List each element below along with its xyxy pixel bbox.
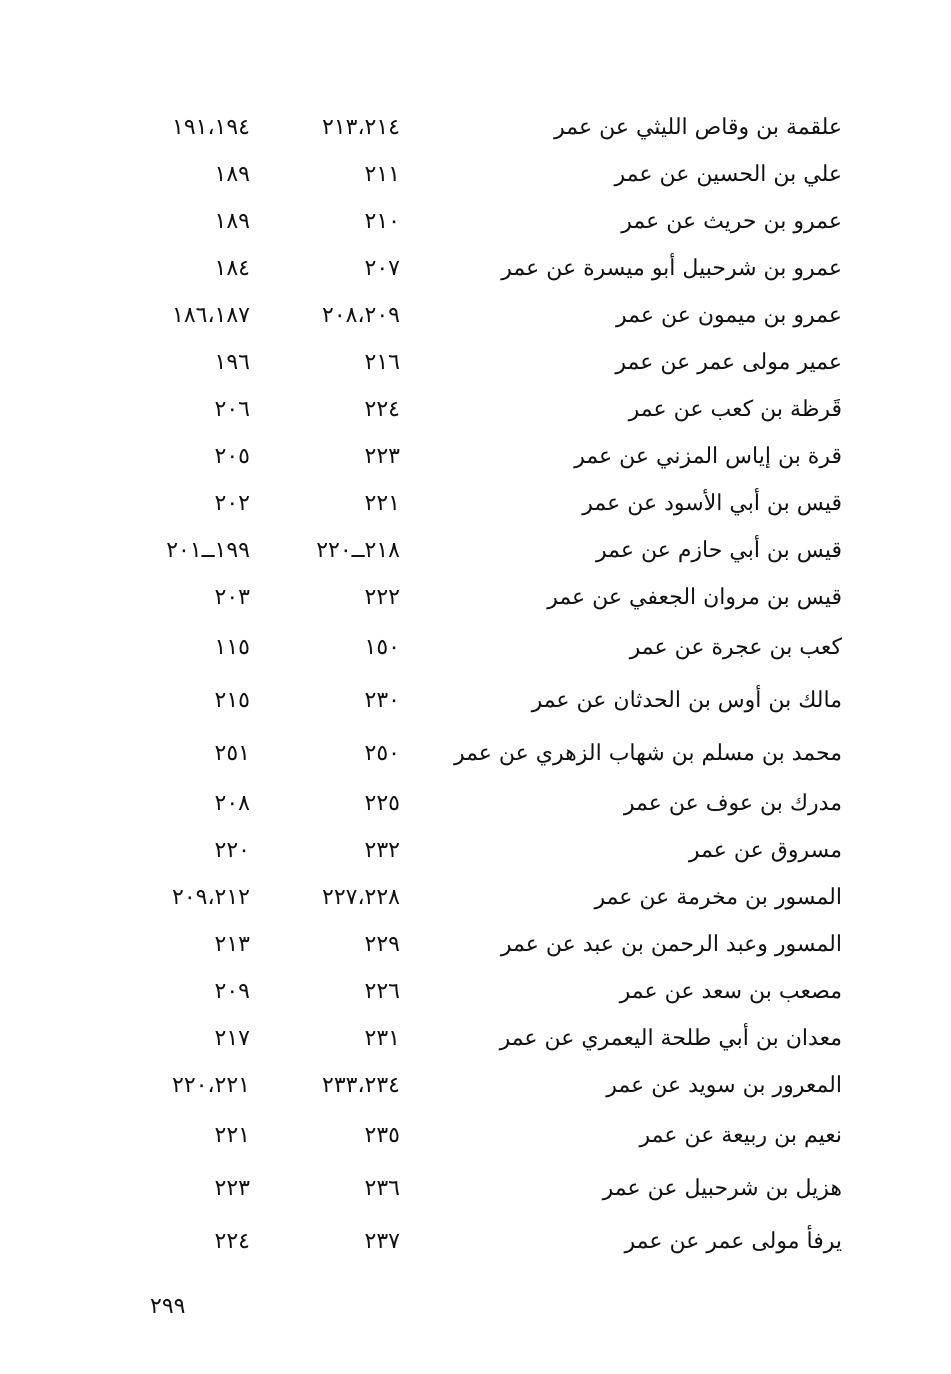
reference-number-b: ٢١٧ — [214, 1026, 250, 1051]
reference-number-b: ٢٠٢ — [214, 491, 250, 516]
reference-number-a: ٢٢٣ — [364, 444, 400, 469]
narrator-name: قَرظة بن كعب عن عمر — [628, 397, 842, 422]
narrator-name: مصعب بن سعد عن عمر — [619, 979, 842, 1004]
narrator-name: كعب بن عجرة عن عمر — [629, 635, 842, 660]
narrator-name: قيس بن أبي حازم عن عمر — [595, 538, 842, 563]
narrator-name: المسور بن مخرمة عن عمر — [594, 885, 842, 910]
reference-number-a: ٢١٠ — [364, 209, 400, 234]
narrator-name: قرة بن إياس المزني عن عمر — [574, 444, 842, 469]
reference-number-b: ١٩١،١٩٤ — [172, 115, 250, 140]
reference-number-a: ٢٣٠ — [364, 688, 400, 713]
narrator-name: نعيم بن ربيعة عن عمر — [639, 1123, 842, 1148]
reference-number-b: ١١٥ — [214, 635, 250, 660]
reference-number-b: ١٨٦،١٨٧ — [172, 303, 250, 328]
table-row — [130, 727, 842, 780]
reference-number-a: ٢٣٥ — [364, 1123, 400, 1148]
table-row — [130, 874, 842, 921]
narrator-name: هزيل بن شرحبيل عن عمر — [602, 1176, 842, 1201]
reference-number-a: ٢٢٢ — [364, 585, 400, 610]
table-row — [130, 104, 842, 151]
table-row — [130, 527, 842, 574]
narrator-name: عمرو بن حريث عن عمر — [621, 209, 842, 234]
narrator-name: مالك بن أوس بن الحدثان عن عمر — [531, 688, 842, 713]
reference-number-b: ٢٠٩ — [214, 979, 250, 1004]
reference-number-a: ٢٢٤ — [364, 397, 400, 422]
page-number: ٢٩٩ — [150, 1294, 186, 1319]
reference-number-b: ٢٠٩،٢١٢ — [172, 885, 250, 910]
table-row — [130, 921, 842, 968]
table-row — [130, 1015, 842, 1062]
table-row — [130, 827, 842, 874]
table-row — [130, 1162, 842, 1215]
table-row — [130, 198, 842, 245]
narrator-name: عمرو بن شرحبيل أبو ميسرة عن عمر — [501, 256, 842, 281]
table-row — [130, 780, 842, 827]
reference-number-a: ٢٠٧ — [364, 256, 400, 281]
reference-number-a: ٢٢٩ — [364, 932, 400, 957]
narrator-name: المعرور بن سويد عن عمر — [606, 1073, 842, 1098]
reference-number-b: ٢٠٨ — [214, 791, 250, 816]
reference-number-a: ١٥٠ — [364, 635, 400, 660]
reference-number-a: ٢١٨ــ٢٢٠ — [316, 538, 400, 563]
reference-number-b: ٢٢١ — [214, 1123, 250, 1148]
reference-number-a: ٢٢٦ — [364, 979, 400, 1004]
narrator-name: عمير مولى عمر عن عمر — [615, 350, 842, 375]
reference-number-b: ٢٢٣ — [214, 1176, 250, 1201]
reference-number-a: ٢٢٧،٢٢٨ — [322, 885, 400, 910]
narrator-name: مسروق عن عمر — [688, 838, 842, 863]
reference-number-b: ٢٢٠،٢٢١ — [172, 1073, 250, 1098]
reference-number-a: ٢٢٥ — [364, 791, 400, 816]
table-row — [130, 574, 842, 621]
narrator-name: مدرك بن عوف عن عمر — [623, 791, 842, 816]
reference-number-a: ٢٣٦ — [364, 1176, 400, 1201]
table-row — [130, 151, 842, 198]
reference-number-b: ٢٢٤ — [214, 1229, 250, 1254]
reference-number-b: ١٨٩ — [214, 162, 250, 187]
narrator-name: يرفأ مولى عمر عن عمر — [624, 1229, 842, 1254]
narrator-name: علقمة بن وقاص الليثي عن عمر — [554, 115, 842, 140]
reference-number-a: ٢٢١ — [364, 491, 400, 516]
table-row — [130, 674, 842, 727]
reference-number-b: ٢١٣ — [214, 932, 250, 957]
table-row — [130, 339, 842, 386]
table-row — [130, 621, 842, 674]
reference-number-a: ٢١٣،٢١٤ — [322, 115, 400, 140]
table-row — [130, 968, 842, 1015]
narrator-name: معدان بن أبي طلحة اليعمري عن عمر — [499, 1026, 842, 1051]
narrator-name: قيس بن مروان الجعفي عن عمر — [547, 585, 842, 610]
reference-number-b: ٢٥١ — [214, 741, 250, 766]
reference-number-b: ٢٠٦ — [214, 397, 250, 422]
reference-number-b: ١٩٩ــ٢٠١ — [166, 538, 250, 563]
reference-number-b: ١٨٤ — [214, 256, 250, 281]
table-row — [130, 245, 842, 292]
table-row — [130, 433, 842, 480]
reference-number-b: ٢٢٠ — [214, 838, 250, 863]
reference-number-a: ٢٠٨،٢٠٩ — [322, 303, 400, 328]
table-row — [130, 292, 842, 339]
reference-number-a: ٢٥٠ — [364, 741, 400, 766]
reference-number-a: ٢٣٣،٢٣٤ — [322, 1073, 400, 1098]
narrator-name: محمد بن مسلم بن شهاب الزهري عن عمر — [453, 741, 842, 766]
reference-number-a: ٢٣٢ — [364, 838, 400, 863]
narrator-name: عمرو بن ميمون عن عمر — [616, 303, 842, 328]
reference-number-b: ١٨٩ — [214, 209, 250, 234]
reference-number-a: ٢٣٧ — [364, 1229, 400, 1254]
reference-number-b: ٢٠٣ — [214, 585, 250, 610]
reference-number-a: ٢٣١ — [364, 1026, 400, 1051]
table-row — [130, 480, 842, 527]
narrator-name: قيس بن أبي الأسود عن عمر — [582, 491, 842, 516]
table-row — [130, 1109, 842, 1162]
reference-number-b: ٢١٥ — [214, 688, 250, 713]
reference-number-a: ٢١٦ — [364, 350, 400, 375]
reference-number-a: ٢١١ — [364, 162, 400, 187]
narrator-name: المسور وعبد الرحمن بن عبد عن عمر — [500, 932, 842, 957]
narrator-name: علي بن الحسين عن عمر — [614, 162, 842, 187]
table-row — [130, 386, 842, 433]
table-row — [130, 1215, 842, 1268]
reference-number-b: ٢٠٥ — [214, 444, 250, 469]
reference-number-b: ١٩٦ — [214, 350, 250, 375]
table-row — [130, 1062, 842, 1109]
index-table — [130, 104, 842, 1268]
